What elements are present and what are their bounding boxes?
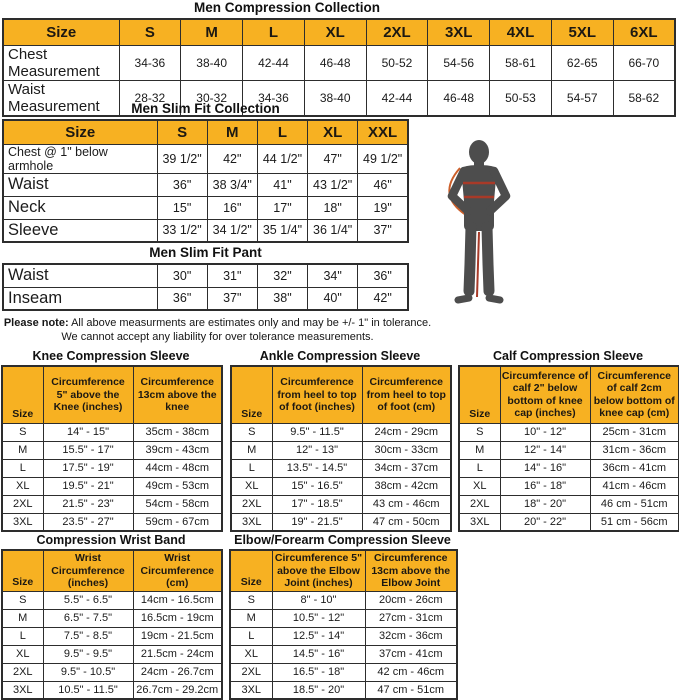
cell-value: 41" [257,173,307,196]
elbow-forearm-compression-sleeve-table [229,549,458,700]
cell-value: 17.5" - 19" [43,459,133,477]
row-label: 2XL [459,495,500,513]
section-title: Calf Compression Sleeve [492,349,644,363]
cell-value: 43 cm - 46cm [362,495,451,513]
section-title: Men Slim Fit Collection [131,101,280,116]
cell-value: 10" - 12" [500,423,590,441]
cell-value: 20cm - 26cm [365,591,457,609]
male-silhouette [446,139,512,309]
cell-value: 46-48 [428,80,490,116]
cell-value: 42 cm - 46cm [365,663,457,681]
men-slim-fit-pant-section [2,245,409,311]
cell-value: 16" - 18" [500,477,590,495]
header-row [231,366,451,423]
table-row [2,645,222,663]
note-line1: All above measurments are estimates only and may be +/- 1" in tolerance. [68,317,432,329]
cell-value: 47" [308,144,358,173]
column-header: Wrist Circumference (inches) [43,550,133,591]
section-title: Men Slim Fit Pant [149,245,262,260]
header-row [2,550,222,591]
row-label: L [231,459,272,477]
column-header: M [181,19,243,45]
table-row [230,681,457,699]
men-slim-fit-pant-table [2,263,409,311]
cell-value: 14cm - 16.5cm [133,591,222,609]
cell-value: 9.5" - 11.5" [272,423,362,441]
row-label: 2XL [230,663,272,681]
row-label: 2XL [231,495,272,513]
cell-value: 27cm - 31cm [365,609,457,627]
cell-value: 15.5" - 17" [43,441,133,459]
cell-value: 34-36 [119,45,181,80]
column-header: XL [308,120,358,144]
cell-value: 5.5" - 6.5" [43,591,133,609]
table-row [3,287,408,310]
figure-right-foot [489,298,500,300]
cell-value: 46" [358,173,408,196]
column-header: Circumference of calf 2" below bottom of knee cap (inches) [500,366,590,423]
section-title: Elbow/Forearm Compression Sleeve [234,533,451,547]
cell-value: 35 1/4" [257,219,307,242]
cell-value: 12.5" - 14" [272,627,365,645]
cell-value: 14" - 16" [500,459,590,477]
cell-value: 62-65 [551,45,613,80]
row-label: Waist Measurement [3,80,119,116]
cell-value: 8" - 10" [272,591,365,609]
row-label: S [2,591,43,609]
ankle-compression-sleeve-section [230,349,450,532]
cell-value: 24cm - 26.7cm [133,663,222,681]
column-header: Circumference 13cm above the Elbow Joint [365,550,457,591]
column-header: XXL [358,120,408,144]
column-header: 3XL [428,19,490,45]
cell-value: 34 1/2" [207,219,257,242]
cell-value: 30cm - 33cm [362,441,451,459]
compression-wrist-band-table [1,549,223,700]
knee-compression-sleeve-section [1,349,221,532]
cell-value: 38" [257,287,307,310]
cell-value: 16" [207,196,257,219]
cell-value: 38-40 [181,45,243,80]
table-row [2,477,222,495]
cell-value: 34cm - 37cm [362,459,451,477]
men-compression-collection-section [2,0,676,117]
row-label: L [459,459,500,477]
cell-value: 23.5" - 27" [43,513,133,531]
cell-value: 47 cm - 50cm [362,513,451,531]
column-header: 2XL [366,19,428,45]
male-silhouette-figure [446,139,512,309]
column-header: Size [231,366,272,423]
cell-value: 12" - 14" [500,441,590,459]
cell-value: 42" [207,144,257,173]
cell-value: 44cm - 48cm [133,459,222,477]
row-label: S [2,423,43,441]
table-row [230,609,457,627]
row-label: M [2,609,43,627]
cell-value: 47 cm - 51cm [365,681,457,699]
cell-value: 21.5" - 23" [43,495,133,513]
cell-value: 20" - 22" [500,513,590,531]
cell-value: 46 cm - 51cm [590,495,679,513]
inseam-measure-line [477,232,479,297]
cell-value: 15" [157,196,207,219]
cell-value: 50-53 [490,80,552,116]
row-label: S [231,423,272,441]
cell-value: 36cm - 41cm [590,459,679,477]
cell-value: 32cm - 36cm [365,627,457,645]
cell-value: 42-44 [366,80,428,116]
cell-value: 43 1/2" [308,173,358,196]
cell-value: 16.5cm - 19cm [133,609,222,627]
cell-value: 6.5" - 7.5" [43,609,133,627]
ankle-compression-sleeve-table [230,365,452,532]
table-row [231,459,451,477]
column-header: 6XL [613,19,675,45]
cell-value: 21.5cm - 24cm [133,645,222,663]
row-label: XL [2,645,43,663]
row-label: 3XL [231,513,272,531]
table-row [459,495,679,513]
table-row [2,681,222,699]
row-label: 3XL [459,513,500,531]
cell-value: 58-62 [613,80,675,116]
column-header: Circumference from heel to top of foot (inches) [272,366,362,423]
header-row [3,19,675,45]
header-row [230,550,457,591]
cell-value: 42-44 [243,45,305,80]
column-header: S [157,120,207,144]
table-row [459,477,679,495]
men-slim-fit-collection-table [2,119,409,243]
note-label: Please note: [3,317,69,329]
column-header: L [243,19,305,45]
cell-value: 58-61 [490,45,552,80]
cell-value: 19.5" - 21" [43,477,133,495]
section-title: Knee Compression Sleeve [32,349,190,363]
column-header: Wrist Circumference (cm) [133,550,222,591]
cell-value: 51 cm - 56cm [590,513,679,531]
section-title: Ankle Compression Sleeve [259,349,421,363]
cell-value: 32" [257,264,307,287]
calf-compression-sleeve-section [458,349,678,532]
cell-value: 49 1/2" [358,144,408,173]
table-row [3,144,408,173]
row-label: L [2,627,43,645]
table-row [231,441,451,459]
table-row [231,423,451,441]
row-label: M [2,441,43,459]
cell-value: 34" [308,264,358,287]
cell-value: 31" [207,264,257,287]
column-header: L [257,120,307,144]
cell-value: 14" - 15" [43,423,133,441]
cell-value: 41cm - 46cm [590,477,679,495]
row-label: Inseam [3,287,157,310]
table-row [3,264,408,287]
row-label: XL [459,477,500,495]
cell-value: 19cm - 21.5cm [133,627,222,645]
column-header: Circumference from heel to top of foot (cm) [362,366,451,423]
cell-value: 54-57 [551,80,613,116]
men-slim-fit-collection-section [2,101,409,243]
table-row [230,591,457,609]
cell-value: 9.5" - 9.5" [43,645,133,663]
cell-value: 37cm - 41cm [365,645,457,663]
cell-value: 25cm - 31cm [590,423,679,441]
cell-value: 14.5" - 16" [272,645,365,663]
cell-value: 34-36 [243,80,305,116]
cell-value: 38 3/4" [207,173,257,196]
column-header: Size [459,366,500,423]
row-label: L [230,627,272,645]
row-label: Waist [3,264,157,287]
cell-value: 49cm - 53cm [133,477,222,495]
cell-value: 10.5" - 12" [272,609,365,627]
column-header: Size [2,366,43,423]
cell-value: 18.5" - 20" [272,681,365,699]
cell-value: 44 1/2" [257,144,307,173]
header-row [3,120,408,144]
row-label: Chest @ 1" below armhole [3,144,157,173]
cell-value: 17" [257,196,307,219]
table-row [3,173,408,196]
knee-compression-sleeve-table [1,365,223,532]
figure-right-leg [487,227,489,291]
table-row [231,513,451,531]
header-row [459,366,679,423]
cell-value: 30-32 [181,80,243,116]
row-label: XL [231,477,272,495]
cell-value: 24cm - 29cm [362,423,451,441]
row-label: M [230,609,272,627]
figure-left-foot [458,298,469,300]
column-header: XL [304,19,366,45]
column-header: Circumference 5" above the Knee (inches) [43,366,133,423]
table-row [2,495,222,513]
row-label: S [230,591,272,609]
column-header: 5XL [551,19,613,45]
cell-value: 36" [157,287,207,310]
row-label: Chest Measurement [3,45,119,80]
table-row [231,495,451,513]
cell-value: 54-56 [428,45,490,80]
cell-value: 9.5" - 10.5" [43,663,133,681]
column-header: M [207,120,257,144]
section-title: Men Compression Collection [193,0,381,15]
tolerance-note [0,316,435,345]
cell-value: 54cm - 58cm [133,495,222,513]
cell-value: 10.5" - 11.5" [43,681,133,699]
cell-value: 59cm - 67cm [133,513,222,531]
cell-value: 33 1/2" [157,219,207,242]
column-header: 4XL [490,19,552,45]
cell-value: 26.7cm - 29.2cm [133,681,222,699]
cell-value: 35cm - 38cm [133,423,222,441]
table-row [230,663,457,681]
cell-value: 7.5" - 8.5" [43,627,133,645]
table-row [2,513,222,531]
table-row [2,663,222,681]
row-label: Waist [3,173,157,196]
cell-value: 36 1/4" [308,219,358,242]
table-row [2,441,222,459]
cell-value: 15" - 16.5" [272,477,362,495]
row-label: 2XL [2,495,43,513]
row-label: XL [230,645,272,663]
cell-value: 18" [308,196,358,219]
row-label: 2XL [2,663,43,681]
cell-value: 13.5" - 14.5" [272,459,362,477]
column-header: Circumference of calf 2cm below bottom of knee cap (cm) [590,366,679,423]
table-row [459,513,679,531]
table-row [2,627,222,645]
cell-value: 38cm - 42cm [362,477,451,495]
cell-value: 16.5" - 18" [272,663,365,681]
table-row [3,45,675,80]
cell-value: 19" [358,196,408,219]
note-line2: We cannot accept any liability for over tolerance measurements. [61,331,374,344]
table-row [2,609,222,627]
section-title: Compression Wrist Band [36,533,186,547]
table-row [459,459,679,477]
row-label: L [2,459,43,477]
table-row [3,196,408,219]
cell-value: 37" [358,219,408,242]
table-row [2,591,222,609]
table-row [459,441,679,459]
cell-value: 39 1/2" [157,144,207,173]
cell-value: 17" - 18.5" [272,495,362,513]
row-label: XL [2,477,43,495]
cell-value: 40" [308,287,358,310]
elbow-forearm-compression-sleeve-section [229,533,456,700]
table-row [2,423,222,441]
cell-value: 36" [157,173,207,196]
table-row [230,645,457,663]
row-label: M [231,441,272,459]
row-label: S [459,423,500,441]
cell-value: 19" - 21.5" [272,513,362,531]
cell-value: 66-70 [613,45,675,80]
column-header: Circumference 13cm above the knee [133,366,222,423]
cell-value: 39cm - 43cm [133,441,222,459]
column-header: Size [3,19,119,45]
calf-compression-sleeve-table [458,365,679,532]
column-header: Size [2,550,43,591]
column-header: S [119,19,181,45]
table-row [2,459,222,477]
header-row [2,366,222,423]
cell-value: 12" - 13" [272,441,362,459]
row-label: Sleeve [3,219,157,242]
cell-value: 36" [358,264,408,287]
row-label: Neck [3,196,157,219]
column-header: Size [230,550,272,591]
column-header: Size [3,120,157,144]
cell-value: 18" - 20" [500,495,590,513]
row-label: 3XL [2,681,43,699]
row-label: M [459,441,500,459]
cell-value: 37" [207,287,257,310]
cell-value: 46-48 [304,45,366,80]
cell-value: 30" [157,264,207,287]
cell-value: 42" [358,287,408,310]
cell-value: 38-40 [304,80,366,116]
row-label: 3XL [230,681,272,699]
cell-value: 31cm - 36cm [590,441,679,459]
compression-wrist-band-section [1,533,221,700]
table-row [230,627,457,645]
cell-value: 50-52 [366,45,428,80]
table-row [459,423,679,441]
table-row [231,477,451,495]
table-row [3,219,408,242]
figure-left-leg [469,227,471,291]
row-label: 3XL [2,513,43,531]
column-header: Circumference 5" above the Elbow Joint (inches) [272,550,365,591]
cell-value: 28-32 [119,80,181,116]
